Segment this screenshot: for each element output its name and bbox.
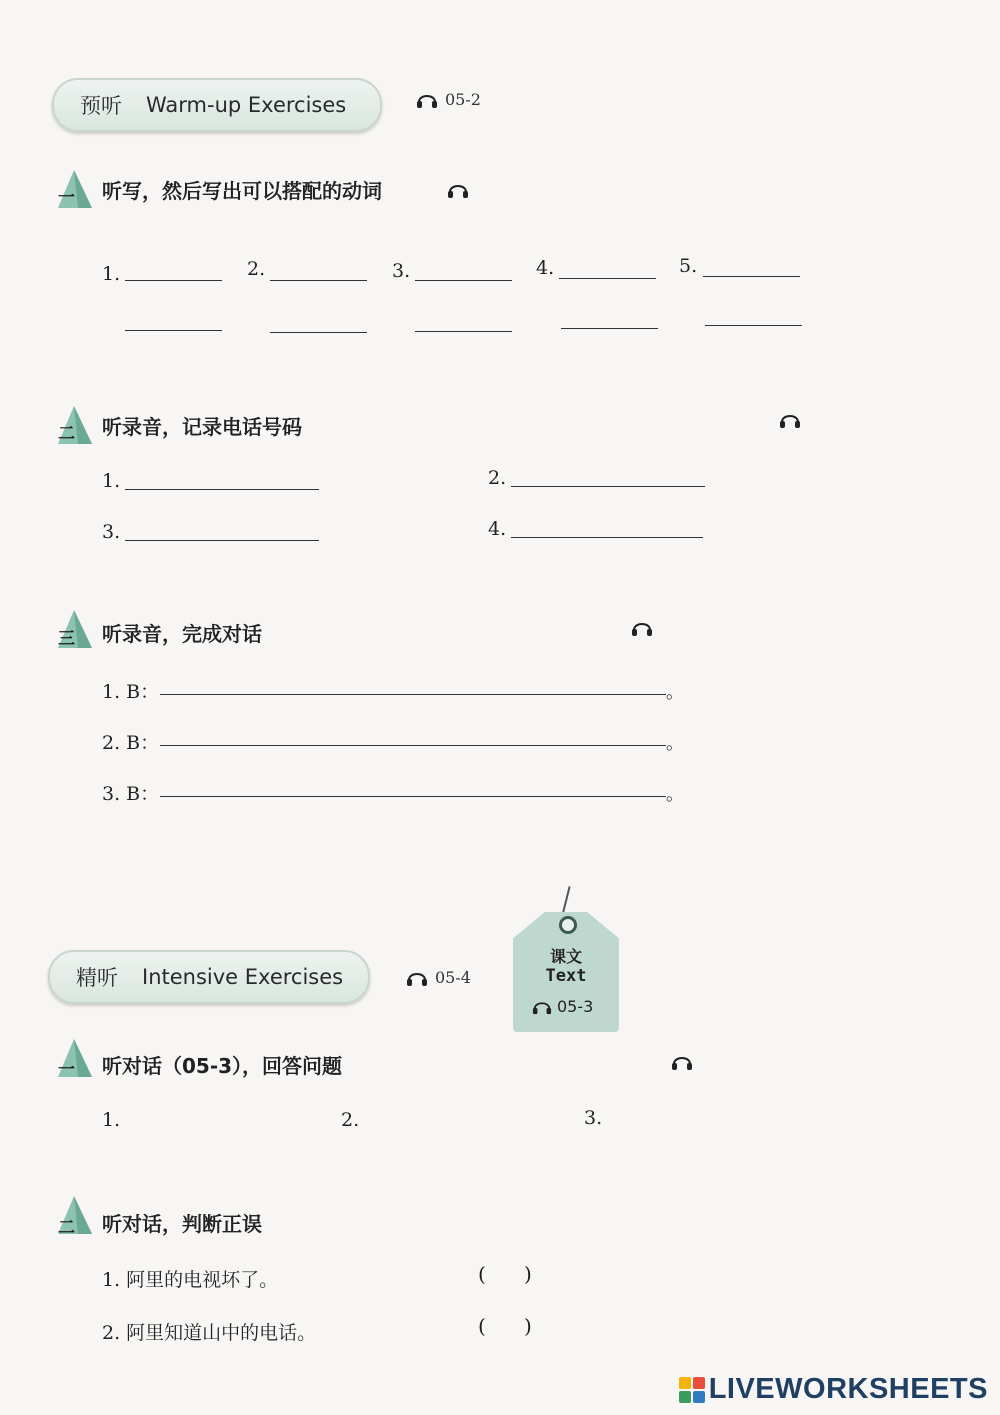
headphones-icon: [405, 966, 429, 988]
tag-audio: [531, 996, 593, 1016]
warm-sec2-audio[interactable]: [778, 408, 802, 430]
warm-sec1-audio[interactable]: [446, 178, 470, 200]
section-marker-5-text: 二: [58, 1218, 75, 1238]
section-marker-1-text: 一: [58, 188, 75, 208]
tag-en-label: Text: [545, 966, 587, 986]
warm-sec1-item-3: 3.: [392, 260, 411, 282]
int-sec1-item-1: 1.: [102, 1109, 121, 1131]
warm-sec1-title: 听写，然后写出可以搭配的动词: [102, 179, 382, 203]
warm-sec2-item-1: 1.: [102, 470, 121, 492]
warm-sec3-item-2: 2. B：: [102, 732, 160, 754]
liveworksheets-logo: [679, 1373, 988, 1406]
phone-answer-line[interactable]: [511, 537, 703, 538]
warmup-audio-track: 05-2: [445, 89, 481, 109]
int-sec1-item-3: 3.: [584, 1107, 603, 1129]
answer-line[interactable]: [125, 330, 222, 331]
warm-sec3-item-3: 3. B：: [102, 783, 160, 805]
answer-line[interactable]: [415, 331, 512, 332]
brand-name: LIVEWORKSHEETS: [708, 1373, 988, 1405]
phone-answer-line[interactable]: [125, 540, 319, 541]
intensive-cn-label: 精听: [76, 966, 118, 990]
int-sec2-item-2: 2. 阿里知道山中的电话。: [102, 1322, 317, 1344]
int-sec1-item-2: 2.: [341, 1109, 360, 1131]
section-marker-4-text: 一: [58, 1060, 75, 1080]
sentence-end: 。: [666, 682, 684, 703]
headphones-icon: [446, 178, 470, 200]
answer-line[interactable]: [559, 278, 656, 279]
true-false-box-1[interactable]: ( ): [478, 1262, 532, 1286]
answer-line[interactable]: [125, 280, 222, 281]
intensive-en-label: Intensive Exercises: [142, 965, 344, 989]
warm-sec1-item-1: 1.: [102, 263, 121, 285]
answer-line[interactable]: [705, 325, 802, 326]
answer-input-3[interactable]: [608, 1106, 802, 1134]
answer-line[interactable]: [561, 328, 658, 329]
tag-audio-track: 05-3: [557, 996, 594, 1016]
headphones-icon: [630, 616, 654, 638]
intensive-header: [48, 950, 370, 1004]
dialogue-answer-line[interactable]: [160, 694, 666, 695]
headphones-icon: [415, 88, 439, 110]
warm-sec1-item-4: 4.: [536, 257, 555, 279]
answer-line[interactable]: [270, 332, 367, 333]
warm-sec3-audio[interactable]: [630, 616, 654, 638]
warmup-en-label: Warm-up Exercises: [146, 93, 347, 117]
dialogue-answer-line[interactable]: [160, 745, 666, 746]
intensive-audio[interactable]: [405, 966, 471, 988]
answer-line[interactable]: [703, 276, 800, 277]
section-marker-2-text: 二: [58, 424, 75, 444]
int-sec1-title: 听对话（05-3），回答问题: [102, 1054, 343, 1078]
headphones-icon: [531, 996, 553, 1016]
tag-string: [561, 886, 570, 916]
warm-sec2-title: 听录音，记录电话号码: [102, 415, 302, 439]
warm-sec1-item-2: 2.: [247, 258, 266, 280]
intensive-audio-track: 05-4: [435, 967, 471, 987]
answer-input-2[interactable]: [366, 1108, 560, 1136]
warm-sec2-item-2: 2.: [488, 467, 507, 489]
headphones-icon: [670, 1050, 694, 1072]
phone-answer-line[interactable]: [511, 486, 705, 487]
warmup-cn-label: 预听: [80, 94, 122, 118]
warm-sec2-item-3: 3.: [102, 521, 121, 543]
answer-line[interactable]: [270, 280, 367, 281]
int-sec2-item-1: 1. 阿里的电视坏了。: [102, 1269, 279, 1291]
int-sec1-audio[interactable]: [670, 1050, 694, 1072]
section-marker-3-text: 三: [58, 629, 75, 649]
warm-sec3-item-1: 1. B：: [102, 681, 160, 703]
tag-hole: [559, 916, 577, 934]
sentence-end: 。: [666, 784, 684, 805]
warmup-header: [52, 78, 382, 132]
int-sec2-title: 听对话，判断正误: [102, 1212, 262, 1236]
warm-sec2-item-4: 4.: [488, 518, 507, 540]
answer-line[interactable]: [415, 280, 512, 281]
sentence-end: 。: [666, 733, 684, 754]
warmup-audio[interactable]: [415, 88, 481, 110]
text-tag[interactable]: [513, 912, 619, 1032]
headphones-icon: [778, 408, 802, 430]
answer-input-1[interactable]: [126, 1108, 320, 1136]
warm-sec3-title: 听录音，完成对话: [102, 622, 262, 646]
brand-logo-icon: [679, 1377, 705, 1403]
phone-answer-line[interactable]: [125, 489, 319, 490]
true-false-box-2[interactable]: ( ): [478, 1314, 532, 1338]
warm-sec1-item-5: 5.: [679, 255, 698, 277]
tag-cn-label: 课文: [549, 947, 582, 966]
dialogue-answer-line[interactable]: [160, 796, 666, 797]
